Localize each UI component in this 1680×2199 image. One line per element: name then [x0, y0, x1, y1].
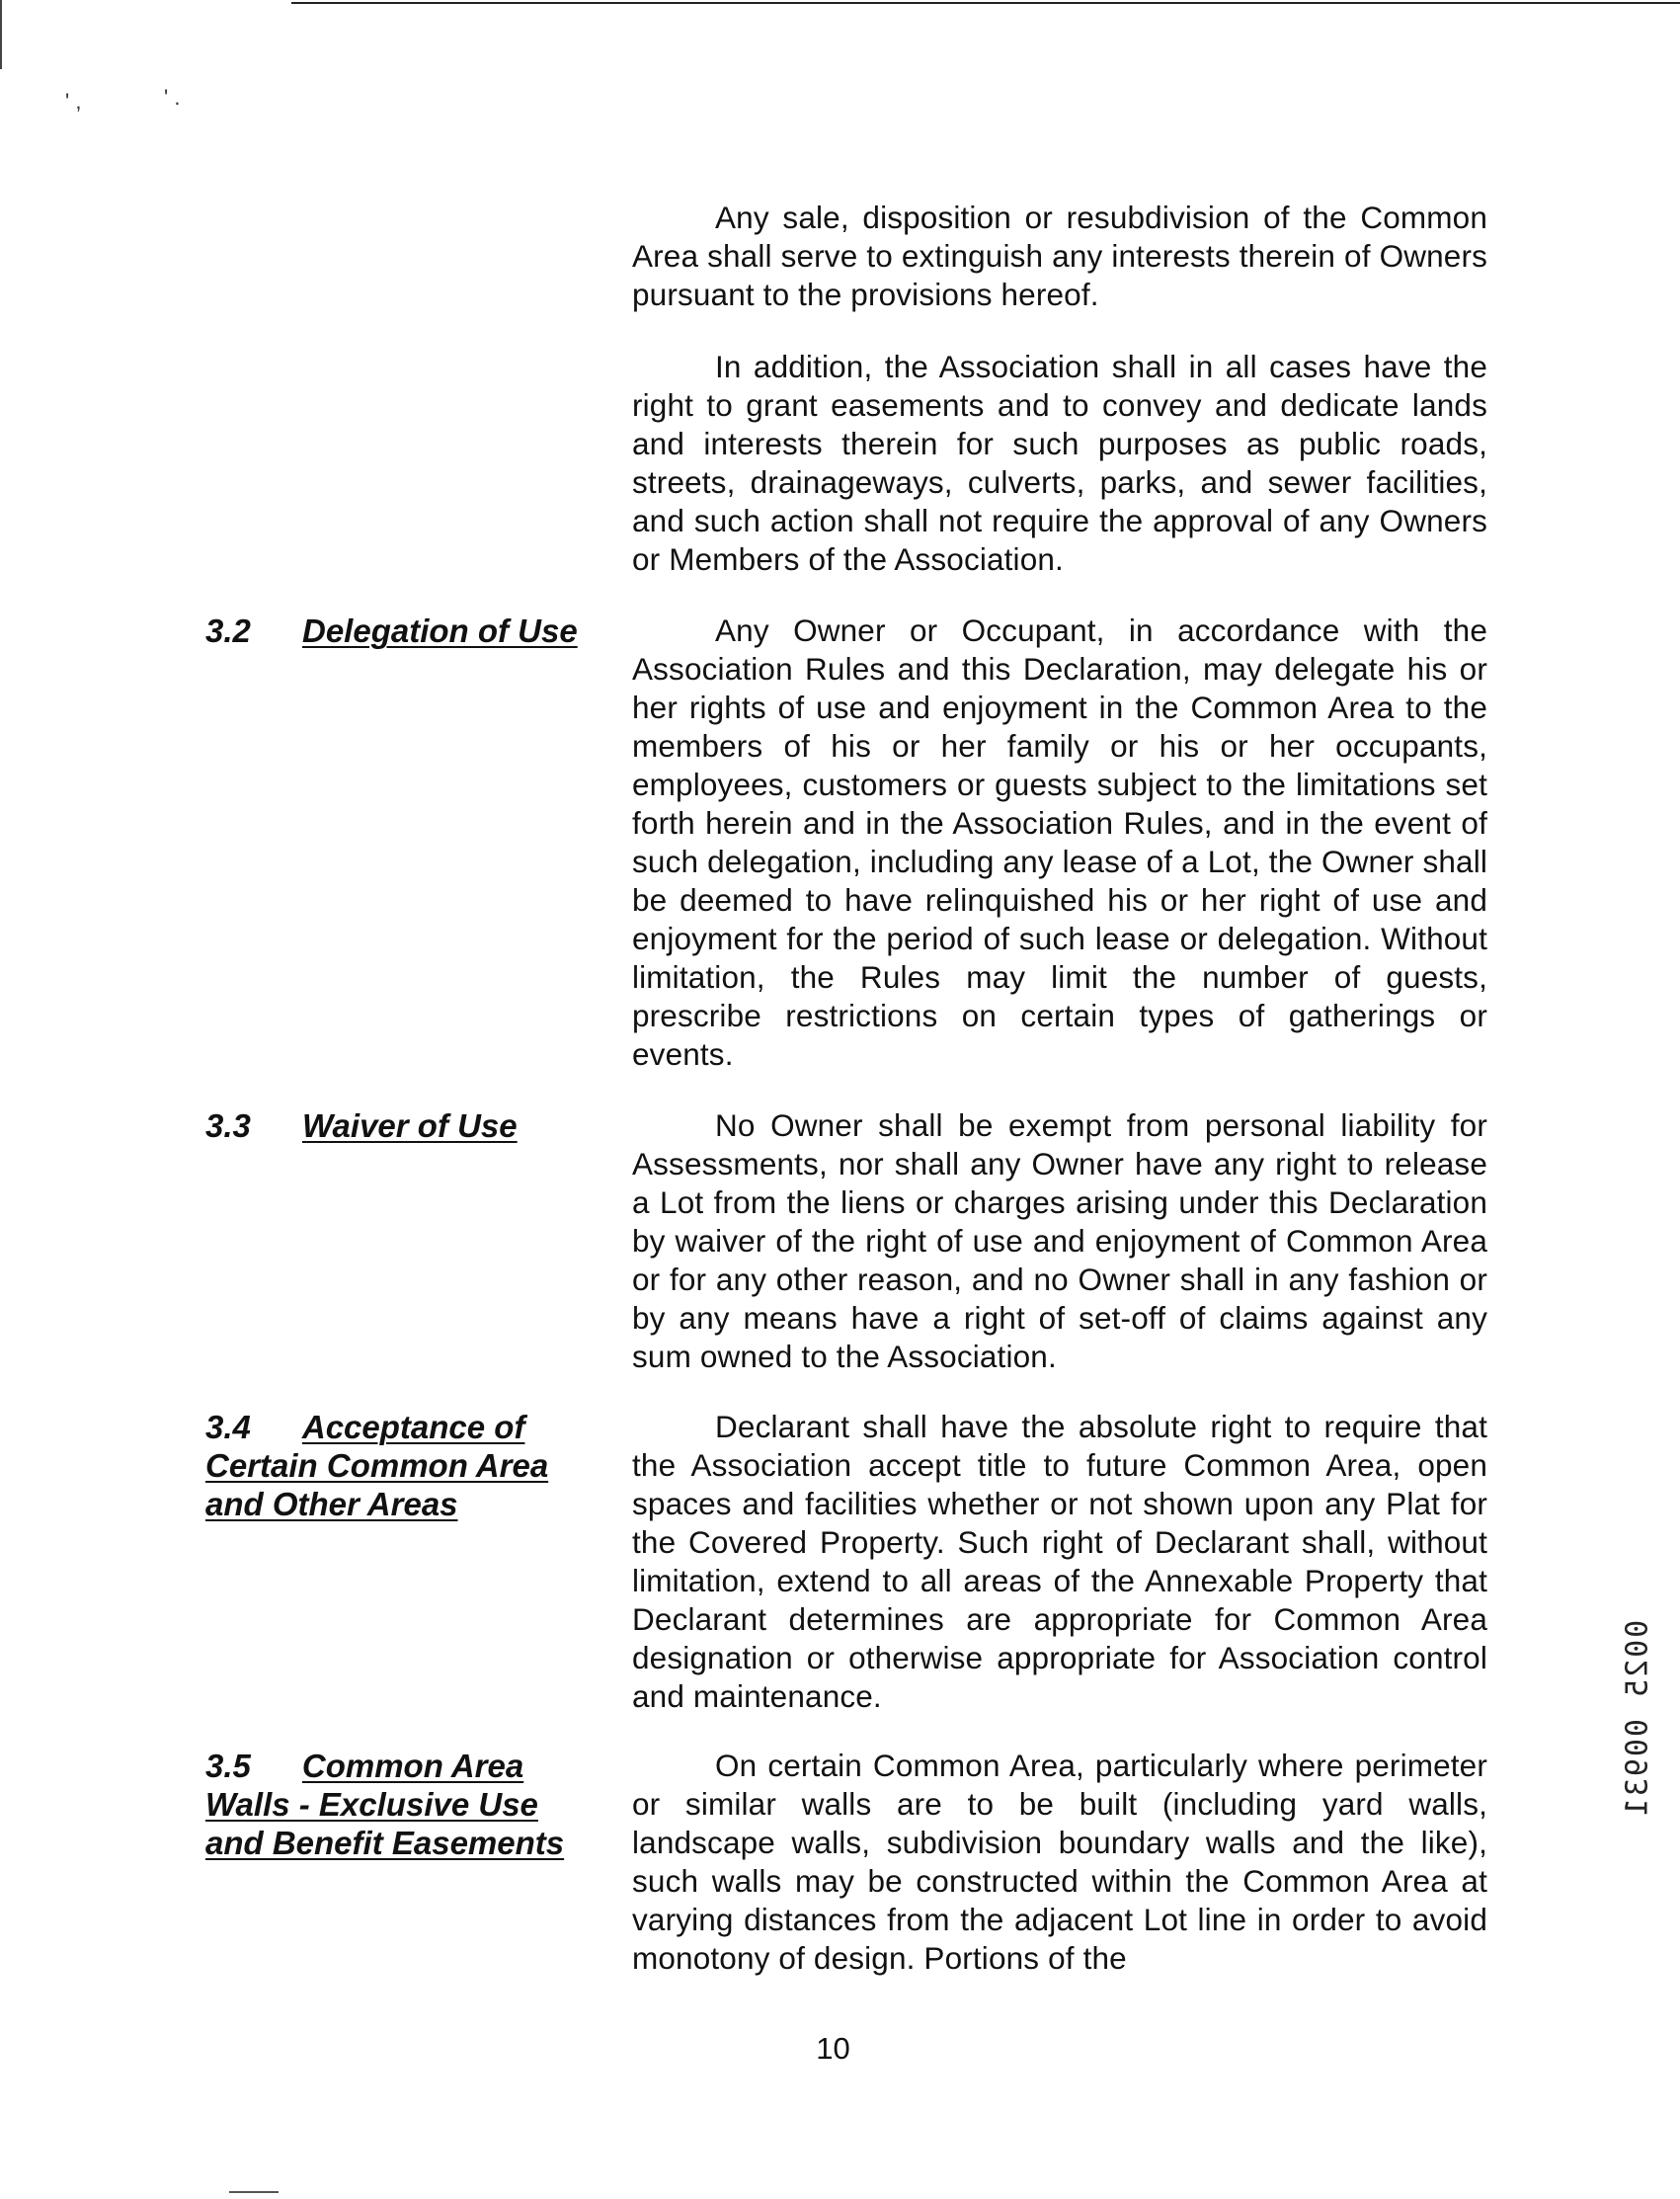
section-body-3-4: Declarant shall have the absolute right to require that the Association accept title to future Common Area, open spaces and facilities whether or not shown upon any Plat for the Covered Property. Such right of Declarant shall, without limitation, extend to all areas of the Annexable Property that Declarant determines are appropriate for Common Area designation or otherwise appropriate for Association control and maintenance. — [632, 1409, 1487, 1714]
section-title: Waiver of Use — [302, 1107, 518, 1144]
section-number: 3.4 — [205, 1409, 251, 1445]
section-body-3-3: No Owner shall be exempt from personal liability for Assessments, nor shall any Owner have any right to release a Lot from the liens or charges arising under this Declaration by waiver of the right of use and enjoyment of Common Area or for any other reason, and no Owner shall in any fashion or by any means have a right of set-off of claims against any sum owned to the Association. — [632, 1107, 1487, 1374]
paragraph-association-easements: In addition, the Association shall in all cases have the right to grant easements and to convey and dedicate lands and interests therein for such purposes as public roads, streets, drainageways, culverts, parks, and sewer facilities, and such action shall not require the approval of any Owners or Members of the Association. — [632, 349, 1487, 577]
section-number: 3.5 — [205, 1748, 251, 1784]
section-title-line: 3.5 Common Area — [205, 1748, 524, 1784]
page-number: 10 — [816, 2031, 850, 2066]
scan-bottom-mark — [229, 2191, 279, 2193]
section-heading-3-4 — [205, 1408, 596, 1523]
section-heading-3-5 — [205, 1747, 596, 1862]
scan-top-edge-line — [291, 2, 1680, 4]
section-heading-3-2 — [205, 611, 596, 650]
section-title: Delegation of Use — [302, 612, 578, 649]
scan-speck: ' , — [65, 89, 82, 114]
recording-number-stamp — [1608, 1581, 1667, 1857]
paragraph-common-area-sale: Any sale, disposition or resubdivision of the Common Area shall serve to extinguish any interests therein of Owners pursuant to the provisions hereof. — [632, 200, 1487, 312]
section-number: 3.3 — [205, 1107, 251, 1144]
section-number: 3.2 — [205, 612, 251, 649]
stamp-text: 0025 00931 — [1620, 1619, 1655, 1819]
scan-speck: ' . — [164, 85, 181, 110]
section-title-line: and Benefit Easements — [205, 1825, 565, 1861]
section-title-line: Walls - Exclusive Use — [205, 1786, 538, 1823]
section-heading-3-3 — [205, 1106, 596, 1145]
section-body-3-5: On certain Common Area, particularly where perimeter or similar walls are to be built (including yard walls, landscape walls, subdivision boundary walls and the like), such walls may be constructed within the Common Area at varying distances from the adjacent Lot line in order to avoid monotony of design. Portions of the — [632, 1748, 1487, 1976]
section-title-line: Certain Common Area — [205, 1447, 549, 1484]
scan-left-edge-mark — [0, 0, 2, 69]
section-title-line: 3.4 Acceptance of — [205, 1409, 525, 1445]
section-body-3-2: Any Owner or Occupant, in accordance with the Association Rules and this Declaration, may delegate his or her rights of use and enjoyment in the Common Area to the members of his or her family or his or her occupants, employees, customers or guests subject to the limitations set forth herein and in the Association Rules, and in the event of such delegation, including any lease of a Lot, the Owner shall be deemed to have relinquished his or her right of use and enjoyment for the period of such lease or delegation. Without limitation, the Rules may limit the number of guests, prescribe restrictions on certain types of gatherings or events. — [632, 612, 1487, 1072]
section-title-line: and Other Areas — [205, 1486, 458, 1522]
